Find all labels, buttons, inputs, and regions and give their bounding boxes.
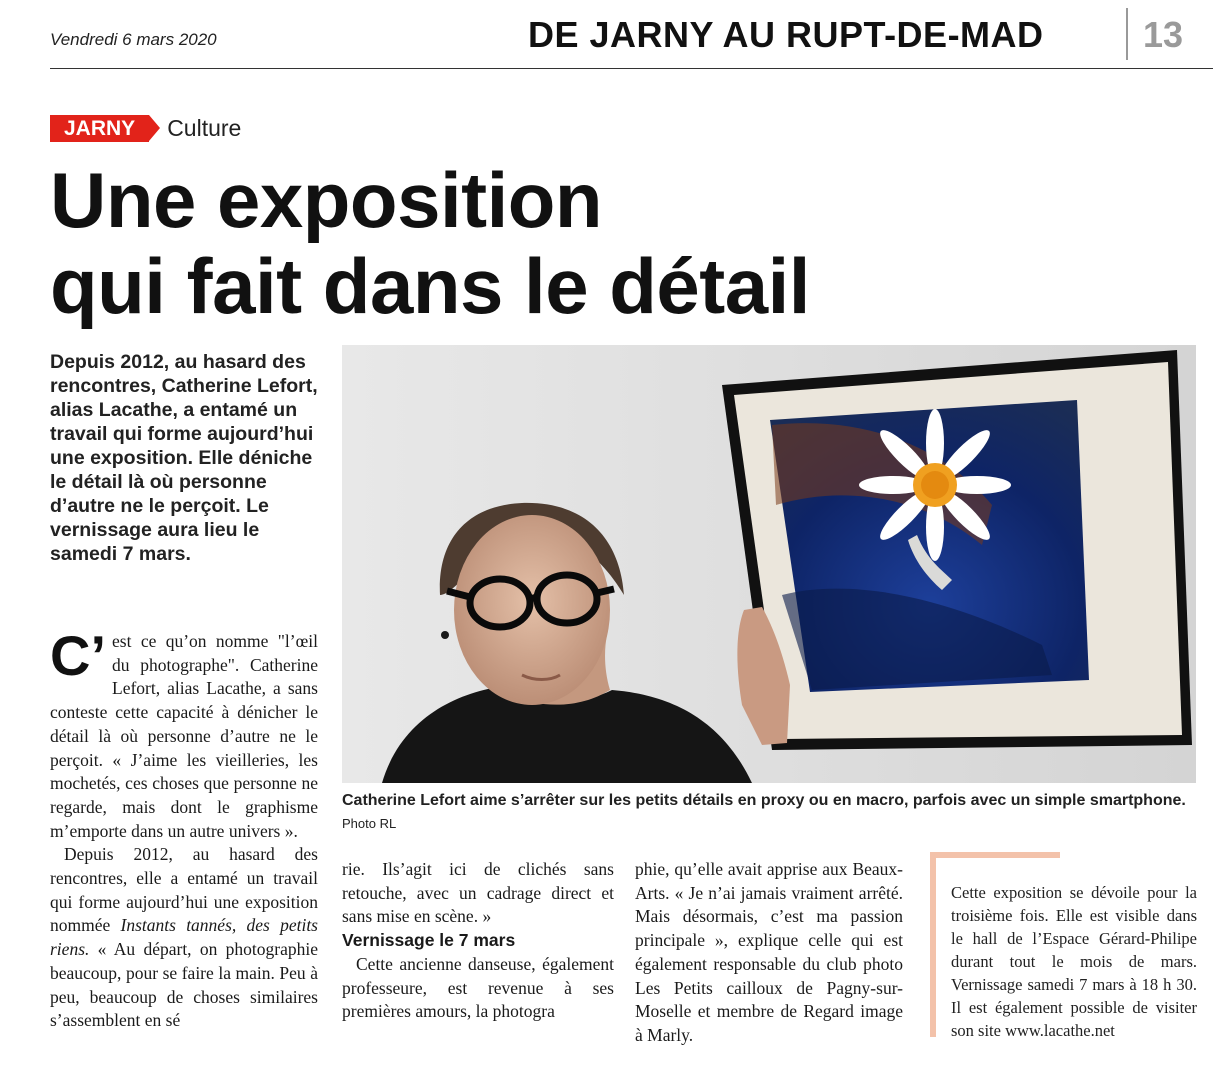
body-column-3 [635, 858, 903, 1048]
category-label: Culture [167, 115, 242, 141]
body-paragraph-5: phie, qu’elle avait apprise aux Beaux-Arts. « Je n’ai jamais vraiment arrêté. Mais désormais, c’est ma passion principale », explique celle qui est également responsable du club photo Les Petits cailloux de Pagny-sur-Moselle et membre de Regard image à Marly. [635, 859, 903, 1045]
article-headline [50, 157, 1150, 329]
drop-cap: C’ [50, 624, 106, 687]
paragraph-text: est ce qu’on nomme "l’œil du photographe". Catherine Lefort, alias Lacathe, a sans conteste cette capacité à dénicher le détail là où personne d’autre ne le perçoit. « J’aime les vieilleries, les mochetés, ces choses que personne ne regarde, mais dont le graphisme m’emporte dans un autre univers ». [50, 631, 318, 841]
photo-credit: Photo RL [342, 816, 397, 831]
location-tag: JARNY [50, 115, 149, 142]
body-paragraph-4: Cette ancienne danseuse, également professeure, est revenue à ses premières amours, la photogra [342, 953, 614, 1022]
paragraph-text: « Au départ, on photographie beaucoup, pour se faire la main. Peu à peu, beaucoup de choses similaires s’assemblent en sé [50, 939, 318, 1031]
box-accent-vertical [930, 852, 936, 1037]
body-column-2 [342, 858, 614, 1024]
article-photo [342, 345, 1196, 783]
body-column-1 [50, 624, 318, 1033]
article-lead: Depuis 2012, au hasard des rencontres, Catherine Lefort, alias Lacathe, a entamé un travail qui forme aujourd’hui une exposition. Elle déniche le détail là où personne d’autre ne le perçoit. Le vernissage aura lieu le samedi 7 mars. [50, 351, 318, 565]
body-paragraph-1 [50, 624, 318, 843]
headline-line-2: qui fait dans le détail [50, 242, 810, 330]
section-title: DE JARNY AU RUPT-DE-MAD [528, 14, 1044, 55]
subheading: Vernissage le 7 mars [342, 930, 516, 951]
headline-line-1: Une exposition [50, 156, 603, 244]
page-number: 13 [1143, 14, 1184, 55]
body-paragraph-3: rie. Ils’agit ici de clichés sans retouche, avec un cadrage direct et sans mise en scène. » [342, 859, 614, 927]
photo-caption [342, 789, 1202, 835]
box-accent-horizontal [930, 852, 1060, 858]
exhibition-title: Instants tannés, des petits riens. [50, 915, 318, 960]
header-separator [1126, 8, 1128, 60]
body-paragraph-2 [50, 843, 318, 1033]
info-box: Cette exposition se dévoile pour la troisième fois. Elle est visible dans le hall de l’Espace Gérard-Philipe durant tout le mois de mars. Vernissage samedi 7 mars à 18 h 30. Il est également possible de visiter son site www.lacathe.net [951, 883, 1197, 1040]
paragraph-text: Depuis 2012, au hasard des rencontres, elle a entamé un travail qui forme aujourd’hui une exposition nommée [50, 844, 318, 936]
caption-text: Catherine Lefort aime s’arrêter sur les petits détails en proxy ou en macro, parfois avec un simple smartphone. [342, 792, 1186, 809]
edition-date: Vendredi 6 mars 2020 [50, 30, 217, 49]
kicker [50, 115, 241, 142]
header-rule [50, 68, 1213, 69]
photo-illustration [342, 345, 1196, 783]
